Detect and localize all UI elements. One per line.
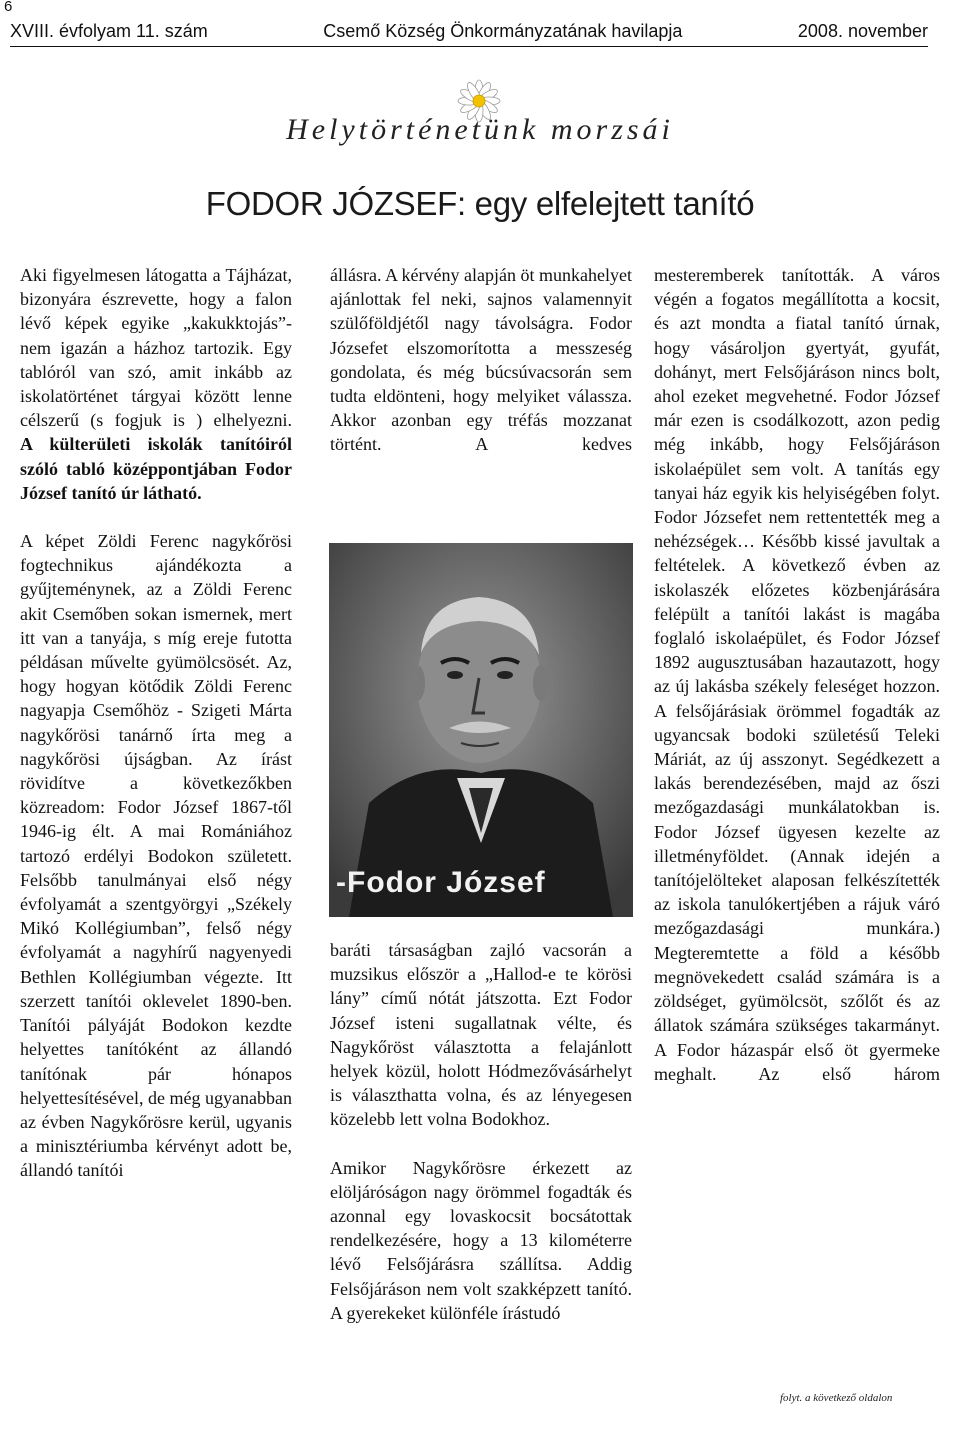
article-title: FODOR JÓZSEF: egy elfelejtett tanító — [205, 185, 755, 222]
col1-paragraph-bold: A külterületi iskolák tanítóiról szóló tabló középpontjában Fodor József tanító úr látható. — [20, 434, 292, 503]
portrait-photo — [329, 543, 633, 917]
col2-paragraph-2: baráti társaságban zajló vacsorán a muzsikus először a „Hallod-e te körösi lány” című nótát játszotta. Ezt Fodor József isteni sugallatnak vélte, és Nagykőröst választotta a felajánlott helyek közül, holott Hódmezővásárhelyt is választhatta volna, és az lényegesen közelebb lett volna Bodokhoz. — [330, 940, 632, 1130]
col3-paragraph-1: mesteremberek tanították. A város végén a fogatos megállította a kocsit, és azt mondta a fiatal tanító úrnak, hogy vásároljon gyertyát, gyufát, dohányt, mert Felsőjáráson nincs bolt, ahol ezeket megvehetné. Fodor József már ezen is csodálkozott, azon pedig még inkább, hogy Felsőjáráson iskolaépület sem volt. A tanítás egy tanyai ház egyik kis helyiségében folyt. Fodor Józsefet nem rettentették meg a nehézségek… Később kissé javultak a feltételek. A következő évben az iskolaszék előzetes közbenjárására felépült a tanítói lakást is magába foglaló iskolaépület, és Fodor József 1892 augusztusában hazautazott, hogy az új lakásba székely feleséget hozzon. A felsőjárásiak örömmel fogadták az ugyancsak bodoki születésű Teleki Máriát, az új asszonyt. Segédkezett a lakás berendezésében, majd az őszi mezőgazdasági munkálatokban is. Fodor József ügyesen kezelte az illetményföldet. (Annak idején a tanítójelölteket alaposan felkészítették az iskola tanulókertjében a rájuk váró mezőgazdasági munkára.) Megteremtette a föld a később megnövekedett család számára is a zöldséget, gyümölcsöt, szőlőt és az állatok számára szükséges takarmányt. A Fodor házaspár első öt gyermeke meghalt. Az első három — [654, 265, 940, 1084]
column-3 — [654, 263, 940, 1086]
header-date: 2008. november — [797, 20, 928, 41]
continued-note: folyt. a következő oldalon — [780, 1392, 893, 1404]
col2-paragraph-3: Amikor Nagykőrösre érkezett az elöljáróságon nagy örömmel fogadták és azonnal egy lovaskocsit bocsátottak rendelkezésére, hogy a 13 kilométerre lévő Felsőjárásra szállítsa. Addig Felsőjáráson nem volt szakképzett tanító. A gyerekeket különféle írástudó — [330, 1157, 632, 1323]
column-1 — [20, 263, 292, 1183]
header-issue: XVIII. évfolyam 11. szám — [10, 20, 208, 41]
page-number: 6 — [4, 0, 13, 15]
column-2 — [330, 263, 632, 457]
running-header — [10, 18, 928, 44]
col1-paragraph-2: A képet Zöldi Ferenc nagykőrösi fogtechnikus ajándékozta a gyűjteménynek, az a Zöldi Ferenc akit Csemőben sokan ismernek, mert itt van a tanyája, s míg ereje futotta példásan művelte gyümölcsösét. Az, hogy hogyan kötődik Zöldi Ferenc nagyapja Csemőhöz - Szigeti Márta nagykőrösi tanárnő írta meg a nagykőrösi újságban. Az írást rövidítve a következőkben közreadom: Fodor József 1867-től 1946-ig élt. A mai Romániához tartozó erdélyi Bodokon született. Felsőbb tanulmányai első négy évfolyamát a szentgyörgyi „Székely Mikó Kollégiumban”, felső négy évfolyamát a nagyhírű nagyenyedi Bethlen Kollégiumban végezte. Itt szerzett tanítói oklevelet 1890-ben. Tanítói pályáját Bodokon kezdte helyettes tanítóként az állandó tanítónak pár hónapos helyettesítésével, de még ugyanabban az évben Nagykőrösre kerül, ugyanis a minisztériumba kérvényt adott be, állandó tanítói — [20, 531, 292, 1181]
column-2-lower — [330, 938, 632, 1325]
portrait-caption: -Fodor József — [336, 866, 546, 899]
header-publication: Csemő Község Önkormányzatának havilapja — [323, 20, 683, 41]
section-title: Helytörténetünk morzsái — [286, 113, 674, 146]
col2-paragraph-1: állásra. A kérvény alapján öt munkahelyet ajánlottak fel neki, sajnos valamennyit szülőföldjétől nagy távolságra. Fodor Józsefet elszomorította a messzeség gondolata, és még búcsúvacsorán sem tudta eldönteni, hogy melyiket válassza. Akkor azonban egy tréfás mozzanat történt. A kedves — [330, 265, 632, 455]
col1-paragraph-1: Aki figyelmesen látogatta a Tájházat, bizonyára észrevette, hogy a falon lévő képek egyike „kakukktojás”- nem igazán a házhoz tartozik. Egy tablóról van szó, amit inkább az iskolatörténet tárgyai között lenne célszerű (s fogjuk is ) elhelyezni. — [20, 265, 292, 431]
header-rule — [10, 46, 928, 47]
